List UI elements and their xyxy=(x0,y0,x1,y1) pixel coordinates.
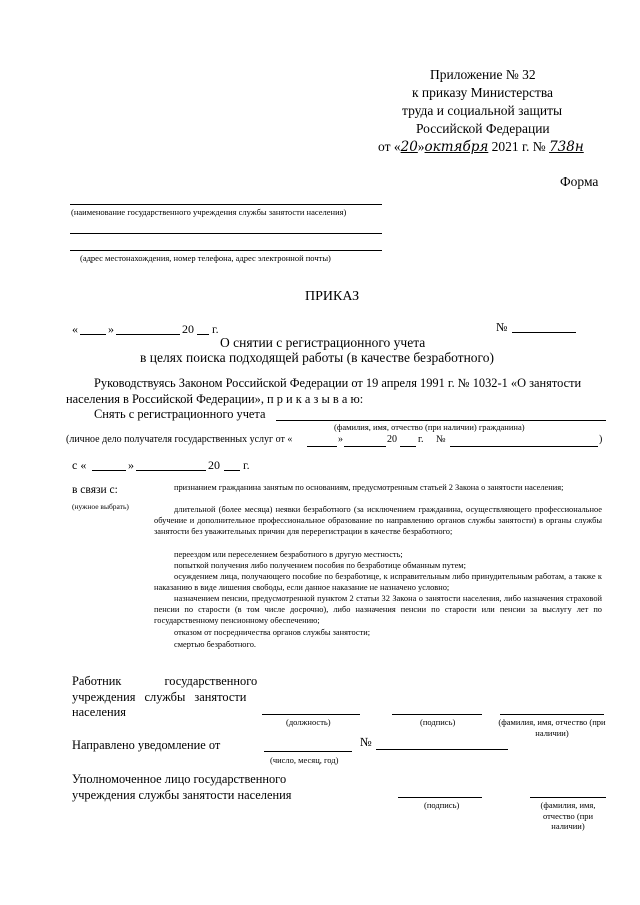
reason-item: попыткой получения либо получением пособия по безработице обманным путем; xyxy=(174,561,466,570)
position-caption: (должность) xyxy=(286,717,331,727)
date-year: 2021 г. № xyxy=(488,139,550,154)
from-mid: » xyxy=(128,458,134,472)
citizen-fio-line xyxy=(276,420,606,421)
address-line-1 xyxy=(70,233,382,234)
order-year-line xyxy=(197,334,209,335)
notice-number-line xyxy=(376,749,508,750)
from-year-line xyxy=(224,470,240,471)
case-no: № xyxy=(436,434,446,445)
from-year: 20 xyxy=(208,458,220,472)
signature-caption: (подпись) xyxy=(420,717,456,727)
case-number-line xyxy=(450,446,598,447)
order-subject-line-2: в целях поиска подходящей работы (в качестве безработного) xyxy=(140,350,494,365)
order-number-sign: № xyxy=(496,320,508,334)
authorized-signature-line xyxy=(398,797,482,798)
notice-date-line xyxy=(264,751,352,752)
case-line xyxy=(66,434,292,445)
case-g: г. xyxy=(418,434,424,445)
appendix-line-4: Российской Федерации xyxy=(416,121,550,136)
authorized-line-1: Уполномоченное лицо государственного xyxy=(72,772,287,786)
worker-label-3: населения xyxy=(72,705,126,719)
reason-item: смертью безработного. xyxy=(174,640,256,649)
case-mid: » xyxy=(338,434,343,445)
order-date-open: « xyxy=(72,322,78,336)
appendix-date-line xyxy=(378,138,584,156)
reason-item: признанием гражданина занятым по основаниям, предусмотренным статьей 2 Закона о занятости населения; xyxy=(174,483,564,492)
form-label: Форма xyxy=(560,174,599,189)
order-date-close: » xyxy=(108,322,114,336)
worker-fio-caption: (фамилия, имя, отчество (при наличии) xyxy=(498,717,606,738)
order-title: ПРИКАЗ xyxy=(305,289,360,304)
case-day-line xyxy=(307,446,337,447)
institution-name-line xyxy=(70,204,382,205)
order-intro-line-2: населения в Российской Федерации», п р и к а з ы в а ю: xyxy=(66,392,364,406)
appendix-number: Приложение № 32 xyxy=(430,67,536,82)
case-prefix: (личное дело получателя государственных услуг от « xyxy=(66,434,293,445)
case-year: 20 xyxy=(387,434,397,445)
signature-line xyxy=(392,714,482,715)
worker-label-2: учреждения службы занятости xyxy=(72,690,247,704)
worker-line-1: Работник государственного xyxy=(72,674,258,688)
reason-item: отказом от посредничества органов службы занятости; xyxy=(174,628,371,637)
authorized-signature-caption: (подпись) xyxy=(424,800,460,810)
address-line-2 xyxy=(70,250,382,251)
from-day-line xyxy=(92,470,126,471)
from-prefix: с « xyxy=(72,458,87,472)
worker-label-1 xyxy=(72,674,260,689)
order-number: 738н xyxy=(549,139,584,155)
authorized-fio-caption: (фамилия, имя, отчество (при наличии) xyxy=(540,800,596,831)
date-mid: » xyxy=(417,139,425,154)
position-line xyxy=(262,714,360,715)
reason-item: переездом или переселением безработного в другую местность; xyxy=(174,550,403,559)
order-day-line xyxy=(80,334,106,335)
citizen-fio-caption: (фамилия, имя, отчество (при наличии) гражданина) xyxy=(334,422,525,432)
order-month-line xyxy=(116,334,180,335)
case-year-line xyxy=(400,446,416,447)
from-month-line xyxy=(136,470,206,471)
notice-date-caption: (число, месяц, год) xyxy=(270,755,339,765)
case-close: ) xyxy=(599,434,603,445)
appendix-line-3: труда и социальной защиты xyxy=(402,103,563,118)
authorized-line-2: учреждения службы занятости населения xyxy=(72,788,292,802)
reason-item: осуждением лица, получающего пособие по безработице, к исправительным либо принудительным работам, а также к наказанию в виде лишения свободы, если данное наказание не назначено условно; xyxy=(154,572,602,593)
from-g: г. xyxy=(243,458,250,472)
notice-no: № xyxy=(360,735,372,749)
order-date-year: 20 xyxy=(182,322,194,336)
address-caption: (адрес местонахождения, номер телефона, адрес электронной почты) xyxy=(80,253,331,263)
date-month: октября xyxy=(424,139,489,155)
reason-item: назначением пенсии, предусмотренной пунктом 2 статьи 32 Закона о занятости населения, либо назначения страховой пенсии по старости (в том числе досрочно), либо назначения пенсии по старости или пенсии за выслугу лет по государственному пенсионному обеспечению; xyxy=(154,594,602,626)
reason-item: длительной (более месяца) неявки безработного (за исключением гражданина, осуществляющего профессиональное обучение и дополнительное профессиональное образование по направлению органов службы занятости) в органы службы занятости без уважительных причин для перерегистрации в качестве безработного; xyxy=(154,505,602,537)
worker-fio-line xyxy=(500,714,604,715)
notice-label: Направлено уведомление от xyxy=(72,738,221,752)
institution-name-caption: (наименование государственного учреждения службы занятости населения) xyxy=(71,207,347,217)
date-prefix: от « xyxy=(378,139,401,154)
case-month-line xyxy=(344,446,386,447)
order-intro-line-1: Руководствуясь Законом Российской Федерации от 19 апреля 1991 г. № 1032-1 «О занятости xyxy=(94,376,582,390)
remove-label: Снять с регистрационного учета xyxy=(94,407,266,421)
authorized-fio-line xyxy=(530,797,606,798)
choose-caption: (нужное выбрать) xyxy=(72,502,129,511)
date-day: 20 xyxy=(400,139,418,155)
reasons-label: в связи с: xyxy=(72,484,118,496)
order-date-g: г. xyxy=(212,322,219,336)
appendix-line-2: к приказу Министерства xyxy=(412,85,554,100)
order-subject-line-1: О снятии с регистрационного учета xyxy=(220,335,426,350)
order-number-line xyxy=(512,332,576,333)
